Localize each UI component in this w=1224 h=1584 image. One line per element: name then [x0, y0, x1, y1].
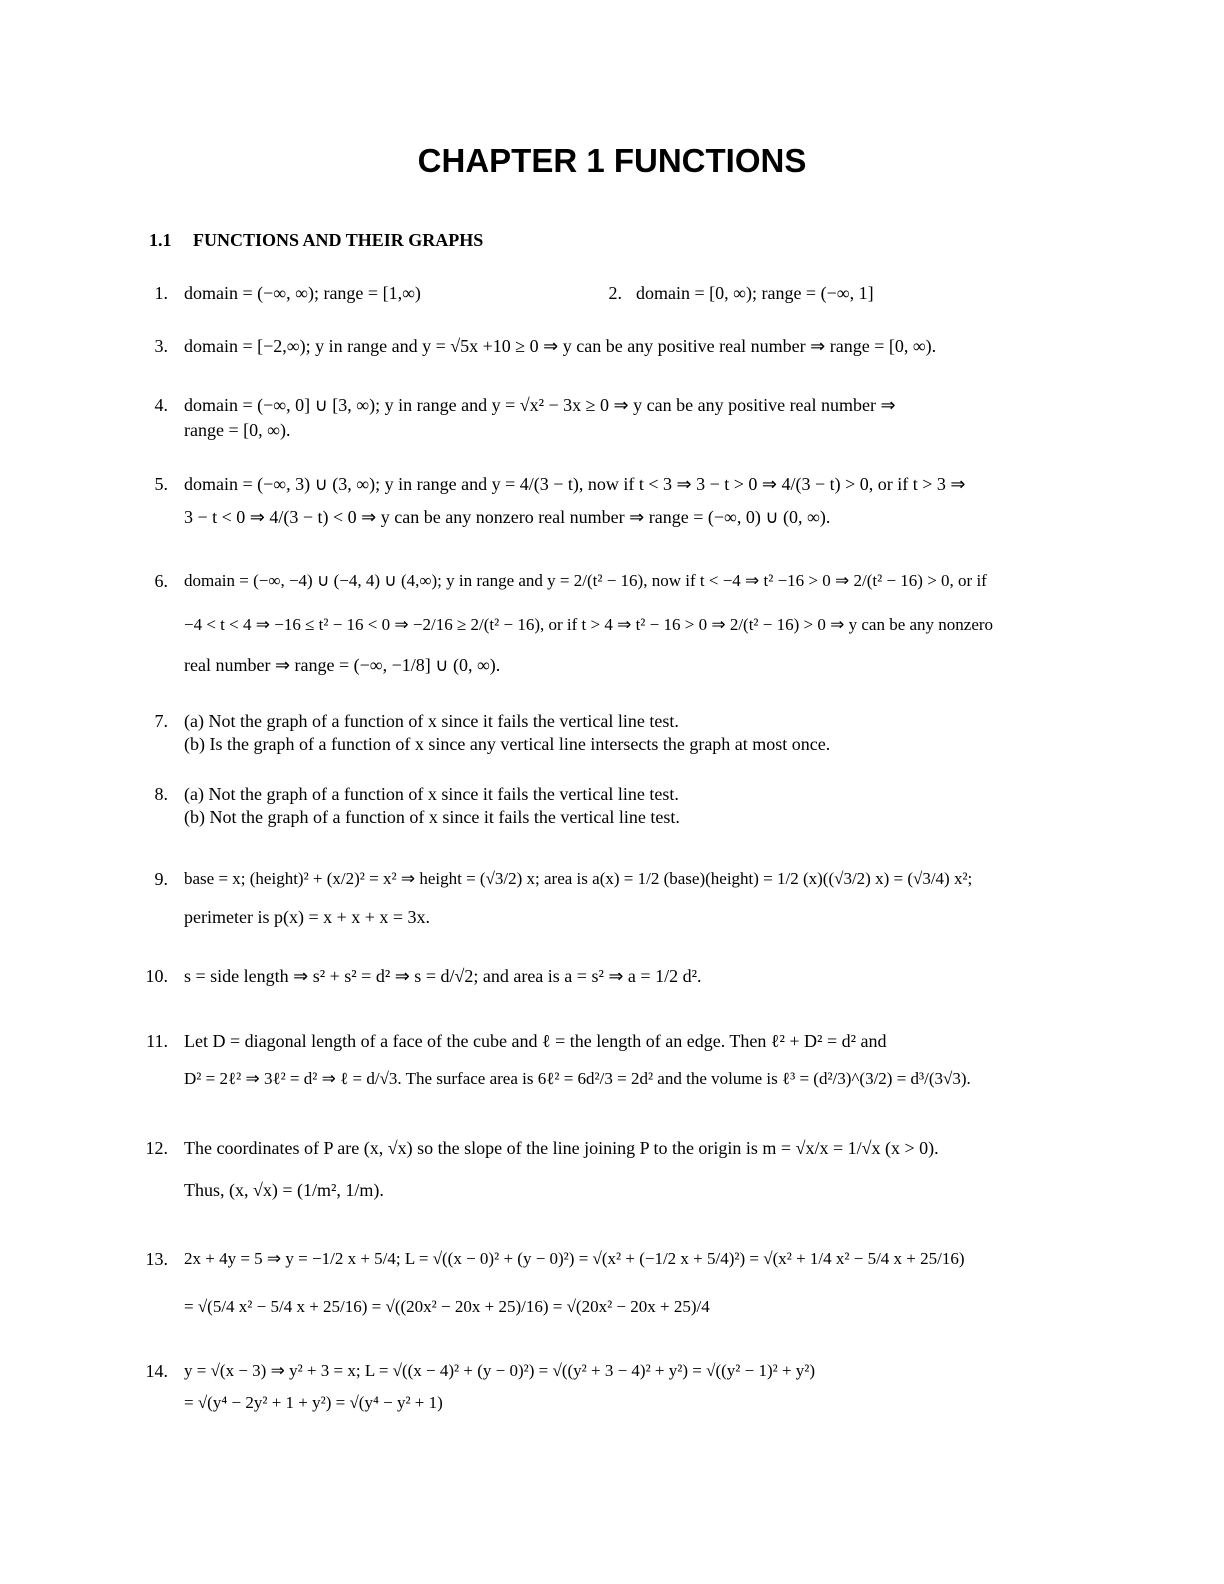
- problem-text: domain = [0, ∞); range = (−∞, 1]: [636, 283, 874, 303]
- problem-text: = √(5/4 x² − 5/4 x + 25/16) = √((20x² − 20x + 25)/16) = √(20x² − 20x + 25)/4: [184, 1297, 710, 1316]
- problem-text: domain = (−∞, 0] ∪ [3, ∞); y in range and y = √x² − 3x ≥ 0 ⇒ y can be any positive real number ⇒: [184, 395, 896, 415]
- section-number: 1.1: [149, 230, 172, 250]
- problem-text: 2x + 4y = 5 ⇒ y = −1/2 x + 5/4; L = √((x − 0)² + (y − 0)²) = √(x² + (−1/2 x + 5/4)²) = √(x² + 1/4 x² − 5/4 x + 25/16): [184, 1249, 965, 1268]
- problem-number: 3.: [154, 336, 168, 356]
- problem-text: D² = 2ℓ² ⇒ 3ℓ² = d² ⇒ ℓ = d/√3. The surface area is 6ℓ² = 6d²/3 = 2d² and the volume is ℓ³ = (d²/3)^(3/2) = d³/(3√3).: [184, 1069, 971, 1088]
- problem-text: real number ⇒ range = (−∞, −1/8] ∪ (0, ∞).: [184, 655, 501, 675]
- problem-number: 13.: [145, 1249, 168, 1269]
- section-title: FUNCTIONS AND THEIR GRAPHS: [193, 230, 484, 250]
- problem-number: 10.: [145, 966, 168, 986]
- problem-text: = √(y⁴ − 2y² + 1 + y²) = √(y⁴ − y² + 1): [184, 1393, 443, 1412]
- problem-text: (b) Not the graph of a function of x since it fails the vertical line test.: [184, 807, 680, 827]
- problem-text: range = [0, ∞).: [184, 420, 291, 440]
- problem-number: 4.: [154, 395, 168, 415]
- chapter-title: CHAPTER 1 FUNCTIONS: [417, 142, 807, 179]
- problem-text: 3 − t < 0 ⇒ 4/(3 − t) < 0 ⇒ y can be any nonzero real number ⇒ range = (−∞, 0) ∪ (0, ∞).: [184, 507, 831, 527]
- problem-number: 8.: [154, 784, 168, 804]
- problem-number: 1.: [154, 283, 168, 303]
- problem-number: 5.: [154, 474, 168, 494]
- problem-text: domain = (−∞, −4) ∪ (−4, 4) ∪ (4,∞); y in range and y = 2/(t² − 16), now if t < −4 ⇒ t² −16 > 0 ⇒ 2/(t² − 16) > 0, or if: [184, 571, 987, 590]
- problem-text: (b) Is the graph of a function of x since any vertical line intersects the graph at most once.: [184, 734, 831, 754]
- problem-text: domain = (−∞, 3) ∪ (3, ∞); y in range and y = 4/(3 − t), now if t < 3 ⇒ 3 − t > 0 ⇒ 4/(3 − t) > 0, or if t > 3 ⇒: [184, 474, 966, 494]
- problem-text: y = √(x − 3) ⇒ y² + 3 = x; L = √((x − 4)² + (y − 0)²) = √((y² + 3 − 4)² + y²) = √((y² − 1)² + y²): [184, 1361, 816, 1380]
- problem-number: 6.: [154, 571, 168, 591]
- problem-text: (a) Not the graph of a function of x since it fails the vertical line test.: [184, 711, 679, 731]
- problem-number: 14.: [145, 1361, 168, 1381]
- problem-number: 12.: [145, 1138, 168, 1158]
- problem-text: perimeter is p(x) = x + x + x = 3x.: [184, 907, 431, 927]
- problem-text: Thus, (x, √x) = (1/m², 1/m).: [184, 1180, 384, 1200]
- problem-text: The coordinates of P are (x, √x) so the slope of the line joining P to the origin is m = √x/x = 1/√x (x > 0).: [184, 1138, 939, 1158]
- problem-text: s = side length ⇒ s² + s² = d² ⇒ s = d/√2; and area is a = s² ⇒ a = 1/2 d².: [184, 966, 702, 986]
- problem-text: Let D = diagonal length of a face of the cube and ℓ = the length of an edge. Then ℓ² + D² = d² and: [184, 1031, 887, 1051]
- problem-number: 2.: [608, 283, 622, 303]
- problem-text: base = x; (height)² + (x/2)² = x² ⇒ height = (√3/2) x; area is a(x) = 1/2 (base)(height) = 1/2 (x)((√3/2) x) = (√3/4) x²;: [184, 869, 973, 888]
- problem-text: −4 < t < 4 ⇒ −16 ≤ t² − 16 < 0 ⇒ −2/16 ≥ 2/(t² − 16), or if t > 4 ⇒ t² − 16 > 0 ⇒ 2/(t² − 16) > 0 ⇒ y can be any nonzero: [184, 615, 994, 634]
- problem-text: domain = [−2,∞); y in range and y = √5x +10 ≥ 0 ⇒ y can be any positive real number ⇒ range = [0, ∞).: [184, 336, 937, 356]
- problem-text: (a) Not the graph of a function of x since it fails the vertical line test.: [184, 784, 679, 804]
- section-heading: [149, 230, 483, 251]
- problem-number: 7.: [154, 711, 168, 731]
- problem-number: 11.: [146, 1031, 168, 1051]
- problem-text: domain = (−∞, ∞); range = [1,∞): [184, 283, 421, 303]
- problem-number: 9.: [154, 869, 168, 889]
